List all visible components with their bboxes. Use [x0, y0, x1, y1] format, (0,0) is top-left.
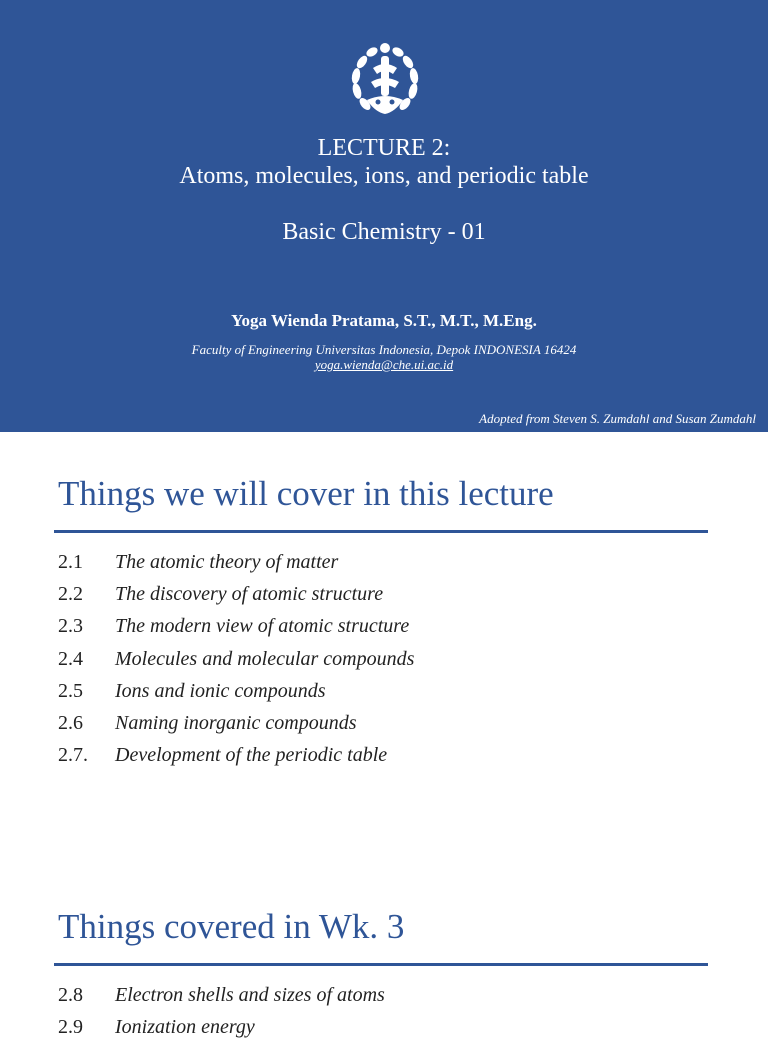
topic-text: The modern view of atomic structure: [115, 615, 410, 638]
lecture-topic-list: [58, 546, 718, 772]
topic-number: 2.9: [58, 1015, 83, 1038]
topic-number: 2.6: [58, 712, 83, 735]
topic-text: Development of the periodic table: [115, 744, 388, 767]
topic-number: 2.2: [58, 582, 83, 605]
affiliation: Faculty of Engineering Universitas Indonesia, Depok INDONESIA 16424: [191, 342, 577, 357]
topic-text: Electron shells and sizes of atoms: [115, 983, 385, 1006]
week3-topic-list: [58, 979, 718, 1044]
topic-number: 2.4: [58, 647, 83, 670]
section-title-week3: Things covered in Wk. 3: [58, 907, 405, 946]
section-divider: [54, 963, 708, 966]
lecture-title: Atoms, molecules, ions, and periodic table: [179, 163, 589, 189]
lecture-number: LECTURE 2:: [317, 135, 451, 161]
topic-number: 2.7.: [58, 744, 88, 767]
topic-number: 2.3: [58, 615, 83, 638]
topic-text: Ions and ionic compounds: [115, 679, 326, 702]
author-email-link[interactable]: yoga.wienda@che.ui.ac.id: [314, 357, 454, 372]
topic-text: Naming inorganic compounds: [115, 712, 357, 735]
section-divider: [54, 530, 708, 533]
topic-number: 2.1: [58, 550, 83, 573]
list-item: [58, 979, 718, 1011]
list-item: [58, 675, 718, 707]
title-slide: [0, 0, 768, 432]
list-item: [58, 1011, 718, 1043]
list-item: [58, 707, 718, 739]
topic-number: 2.5: [58, 679, 83, 702]
course-name: Basic Chemistry - 01: [282, 219, 486, 245]
topic-text: The discovery of atomic structure: [115, 582, 384, 605]
topic-number: 2.8: [58, 983, 83, 1006]
topic-text: Ionization energy: [115, 1015, 255, 1038]
list-item: [58, 546, 718, 578]
topic-text: Molecules and molecular compounds: [115, 647, 415, 670]
makara-ui-logo-icon: [343, 38, 427, 122]
list-item: [58, 740, 718, 772]
list-item: [58, 611, 718, 643]
author-name: Yoga Wienda Pratama, S.T., M.T., M.Eng.: [231, 311, 537, 330]
section-title-lecture: Things we will cover in this lecture: [58, 474, 554, 513]
list-item: [58, 578, 718, 610]
list-item: [58, 643, 718, 675]
attribution-note: Adopted from Steven S. Zumdahl and Susan Zumdahl: [479, 411, 756, 426]
topic-text: The atomic theory of matter: [115, 550, 339, 573]
